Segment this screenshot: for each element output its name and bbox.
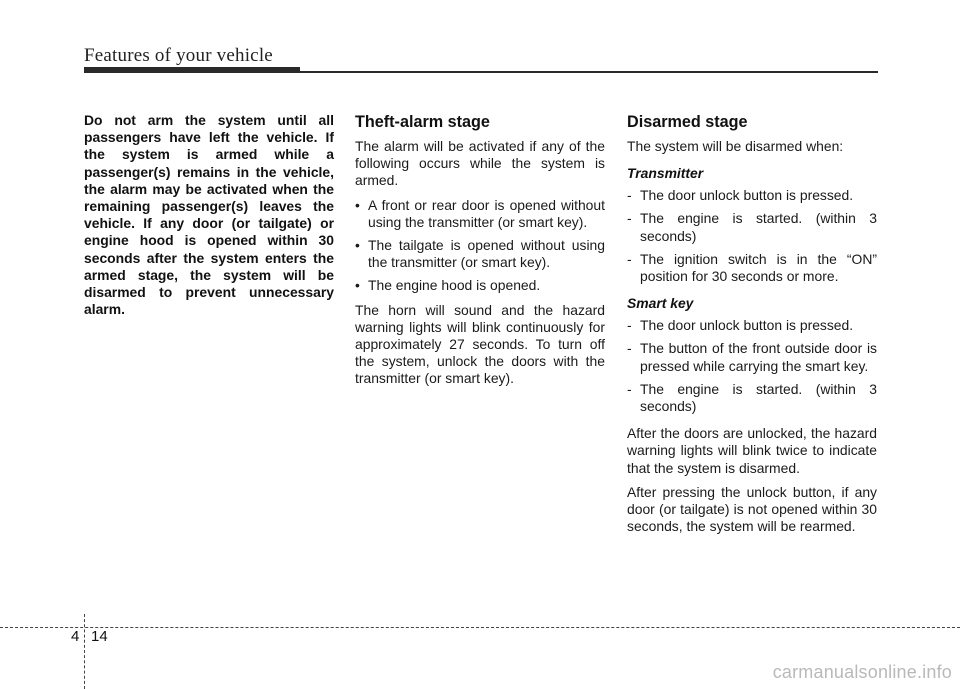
header-rule-thick bbox=[84, 67, 300, 73]
bullet-mark: • bbox=[355, 277, 360, 294]
list-item bbox=[627, 251, 877, 285]
dash-mark: - bbox=[627, 340, 632, 357]
footer-divider bbox=[84, 614, 85, 689]
list-item-text: The button of the front outside door is pressed while carrying the smart key. bbox=[640, 340, 877, 374]
list-item-text: The tailgate is opened without using the transmitter (or smart key). bbox=[368, 237, 605, 271]
column-disarmed bbox=[627, 112, 877, 542]
page-header-title: Features of your vehicle bbox=[84, 45, 273, 66]
list-item bbox=[355, 237, 605, 271]
list-item-text: A front or rear door is opened without using the transmitter (or smart key). bbox=[368, 196, 605, 230]
theft-alarm-intro: The alarm will be activated if any of the following occurs while the system is armed. bbox=[355, 138, 605, 189]
dash-mark: - bbox=[627, 187, 632, 204]
header-rule-thin bbox=[300, 71, 878, 73]
dash-mark: - bbox=[627, 380, 632, 397]
theft-alarm-heading: Theft-alarm stage bbox=[355, 113, 490, 131]
disarmed-paragraph-2: After pressing the unlock button, if any door (or tailgate) is not opened within 30 seconds, the system will be rearmed. bbox=[627, 483, 877, 535]
footer-rule bbox=[0, 627, 960, 628]
list-item bbox=[627, 317, 877, 334]
list-item-text: The engine hood is opened. bbox=[368, 277, 541, 294]
transmitter-list bbox=[627, 187, 877, 285]
list-item bbox=[627, 340, 877, 374]
page-number: 14 bbox=[91, 628, 108, 645]
list-item bbox=[627, 210, 877, 244]
list-item bbox=[627, 187, 877, 204]
list-item-text: The ignition switch is in the “ON” position for 30 seconds or more. bbox=[640, 250, 877, 285]
watermark: carmanualsonline.info bbox=[772, 662, 952, 682]
column-warning bbox=[84, 112, 334, 318]
list-item-text: The engine is started. (within 3 seconds) bbox=[640, 210, 877, 244]
column-theft-alarm bbox=[355, 112, 605, 395]
smart-key-subheading: Smart key bbox=[627, 295, 694, 312]
dash-mark: - bbox=[627, 210, 632, 227]
theft-alarm-outro: The horn will sound and the hazard warning lights will blink continuously for approximately 27 seconds. To turn off the system, unlock the doors with the transmitter (or smart key). bbox=[355, 301, 605, 387]
dash-mark: - bbox=[627, 250, 632, 267]
list-item-text: The door unlock button is pressed. bbox=[640, 317, 854, 334]
list-item bbox=[355, 277, 605, 294]
transmitter-subheading: Transmitter bbox=[627, 165, 704, 182]
disarmed-paragraph-1: After the doors are unlocked, the hazard warning lights will blink twice to indicate that the system is disarmed. bbox=[627, 425, 877, 476]
theft-alarm-list bbox=[355, 197, 605, 295]
disarmed-intro: The system will be disarmed when: bbox=[627, 138, 844, 154]
disarmed-heading: Disarmed stage bbox=[627, 113, 748, 131]
chapter-number: 4 bbox=[71, 628, 80, 645]
bullet-mark: • bbox=[355, 237, 360, 254]
list-item-text: The door unlock button is pressed. bbox=[640, 187, 854, 204]
bullet-mark: • bbox=[355, 196, 360, 213]
smart-key-list bbox=[627, 317, 877, 415]
list-item-text: The engine is started. (within 3 seconds) bbox=[640, 380, 877, 415]
list-item bbox=[355, 197, 605, 231]
list-item bbox=[627, 381, 877, 415]
dash-mark: - bbox=[627, 317, 632, 334]
warning-text: Do not arm the system until all passengers have left the vehicle. If the system is armed while a passenger(s) remains in the vehicle, the alarm may be activated when the remaining passenger(s) leaves the vehicle. If any door (or tailgate) or engine hood is opened within 30 seconds after the system enters the armed stage, the system will be disarmed to prevent unnecessary alarm. bbox=[84, 112, 334, 318]
